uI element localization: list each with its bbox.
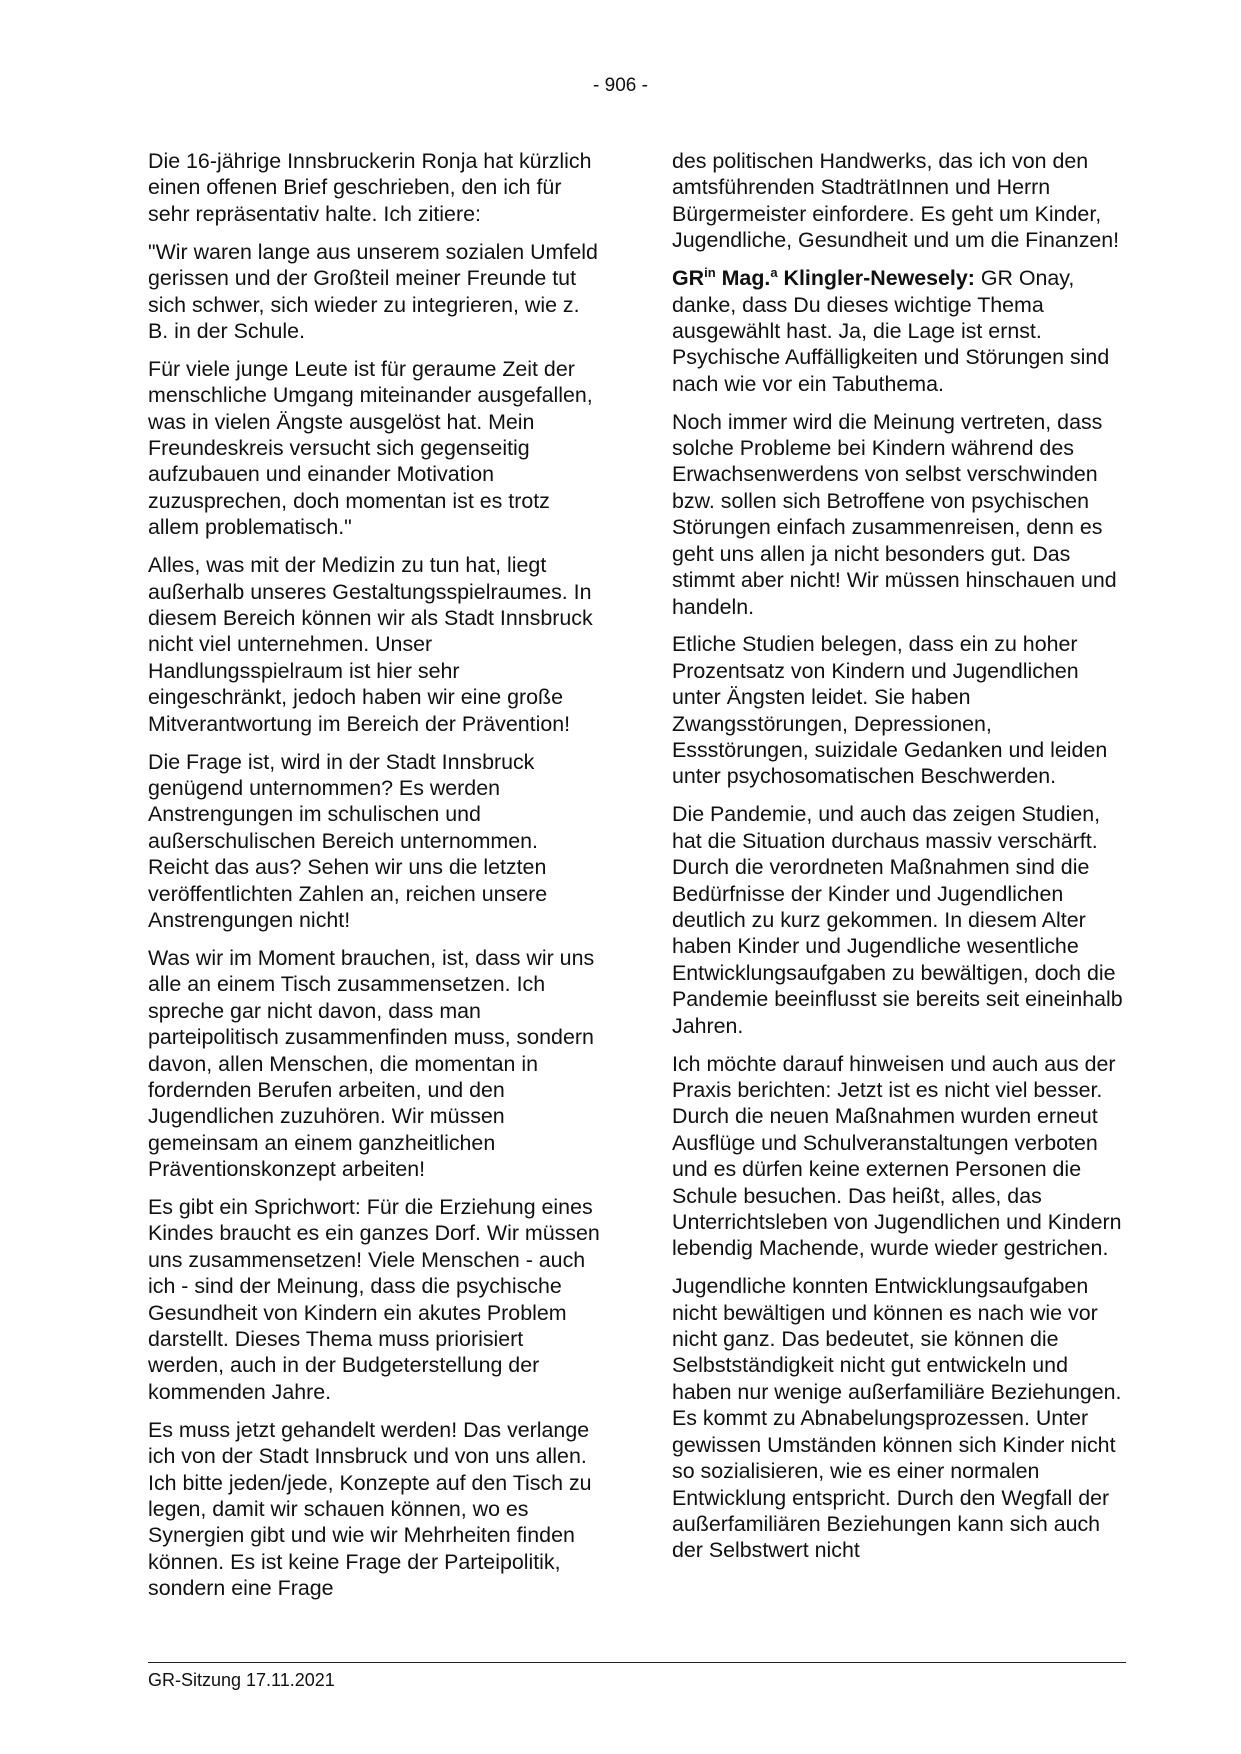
- paragraph: Ich möchte darauf hinweisen und auch aus der Praxis berichten: Jetzt ist es nicht viel besser. Durch die neuen Maßnahmen wurden erneut Ausflüge und Schulveranstaltungen verboten und es dürfen keine externen Personen die Schule besuchen. Das heißt, alles, das Unterrichtsleben von Jugendlichen und Kindern lebendig Machende, wurde wieder gestrichen.: [672, 1051, 1122, 1261]
- paragraph: Es gibt ein Sprichwort: Für die Erziehung eines Kindes braucht es ein ganzes Dorf. Wir müssen uns zusammensetzen! Viele Menschen - auch ich - sind der Meinung, dass die psychische Gesundheit von Kindern ein akutes Problem darstellt. Dieses Thema muss priorisiert werden, auch in der Budgeterstellung der kommenden Jahre.: [148, 1195, 600, 1404]
- left-column: [148, 148, 600, 1613]
- paragraph: Die 16-jährige Innsbruckerin Ronja hat kürzlich einen offenen Brief geschrieben, den ich für sehr repräsentativ halte. Ich zitiere:: [148, 149, 592, 226]
- page-number: - 906 -: [593, 75, 648, 96]
- paragraph-quote-end: Für viele junge Leute ist für geraume Zeit der menschliche Umgang miteinander ausgefallen, was in vielen Ängste ausgelöst hat. Mein Freundeskreis versucht sich gegenseitig aufzubauen und einander Motivation zuzusprechen, doch momentan ist es trotz allem problematisch.": [148, 356, 593, 540]
- paragraph: Die Pandemie, und auch das zeigen Studien, hat die Situation durchaus massiv verschärft. Durch die verordneten Maßnahmen sind die Bedürfnisse der Kinder und Jugendlichen deutlich zu kurz gekommen. In diesem Alter haben Kinder und Jugendliche wesentliche Entwicklungsaufgaben zu bewältigen, doch die Pandemie beeinflusst sie bereits seit eineinhalb Jahren.: [672, 802, 1123, 1038]
- speaker-paragraph: [672, 265, 1124, 397]
- paragraph: Was wir im Moment brauchen, ist, dass wir uns alle an einem Tisch zusammensetzen. Ich spreche gar nicht davon, dass man parteipolitisch zusammenfinden muss, sondern davon, allen Menschen, die momentan in fordernden Berufen arbeiten, und den Jugendlichen zuzuhören. Wir müssen gemeinsam an einem ganzheitlichen Präventionskonzept arbeiten!: [148, 945, 595, 1182]
- paragraph: Es muss jetzt gehandelt werden! Das verlange ich von der Stadt Innsbruck und von uns allen. Ich bitte jeden/jede, Konzepte auf den Tisch zu legen, damit wir schauen können, wo es Synergien gibt und wie wir Mehrheiten finden können. Es ist keine Frage der Parteipolitik, sondern eine Frage: [148, 1417, 592, 1601]
- paragraph-continuation: des politischen Handwerks, das ich von den amtsführenden StadträtInnen und Herrn Bürgermeister einfordere. Es geht um Kinder, Jugendliche, Gesundheit und um die Finanzen!: [672, 149, 1120, 253]
- paragraph-quote-start: "Wir waren lange aus unserem sozialen Umfeld gerissen und der Großteil meiner Freunde tut sich schwer, sich wieder zu integrieren, wie z. B. in der Schule.: [148, 239, 598, 343]
- paragraph: Noch immer wird die Meinung vertreten, dass solche Probleme bei Kindern während des Erwachsenwerdens von selbst verschwinden bzw. sollen sich Betroffene von psychischen Störungen einfach zusammenreisen, denn es geht uns allen ja nicht besonders gut. Das stimmt aber nicht! Wir müssen hinschauen und handeln.: [672, 409, 1117, 619]
- footer-session-label: GR-Sitzung 17.11.2021: [148, 1670, 335, 1690]
- speaker-name: $GR^{in}$ Mag.$^a$ Klingler-Newesely:: [672, 265, 975, 291]
- paragraph: Etliche Studien belegen, dass ein zu hoher Prozentsatz von Kindern und Jugendlichen unter Ängsten leidet. Sie haben Zwangsstörungen, Depressionen, Essstörungen, suizidale Gedanken und leiden unter psychosomatischen Beschwerden.: [672, 632, 1108, 789]
- footer-divider: [148, 1662, 1126, 1663]
- paragraph: Alles, was mit der Medizin zu tun hat, liegt außerhalb unseres Gestaltungsspielraumes. In diesem Bereich können wir als Stadt Innsbruck nicht viel unternehmen. Unser Handlungsspielraum ist hier sehr eingeschränkt, jedoch haben wir eine große Mitverantwortung im Bereich der Prävention!: [148, 553, 593, 736]
- speaker-statement: GR Onay, danke, dass Du dieses wichtige Thema ausgewählt hast. Ja, die Lage ist ernst. Psychische Auffälligkeiten und Störungen sind nach wie vor ein Tabuthema.: [672, 266, 1110, 396]
- paragraph: Die Frage ist, wird in der Stadt Innsbruck genügend unternommen? Es werden Anstrengungen im schulischen und außerschulischen Bereich unternommen. Reicht das aus? Sehen wir uns die letzten veröffentlichten Zahlen an, reichen unsere Anstrengungen nicht!: [148, 749, 548, 932]
- paragraph: Jugendliche konnten Entwicklungsaufgaben nicht bewältigen und können es nach wie vor nicht ganz. Das bedeutet, sie können die Selbstständigkeit nicht gut entwickeln und haben nur wenige außerfamiliäre Beziehungen. Es kommt zu Abnabelungsprozessen. Unter gewissen Umständen können sich Kinder nicht so sozialisieren, wie es einer normalen Entwicklung entspricht. Durch den Wegfall der außerfamiliären Beziehungen kann sich auch der Selbstwert nicht: [672, 1274, 1122, 1563]
- right-column: [672, 148, 1124, 1575]
